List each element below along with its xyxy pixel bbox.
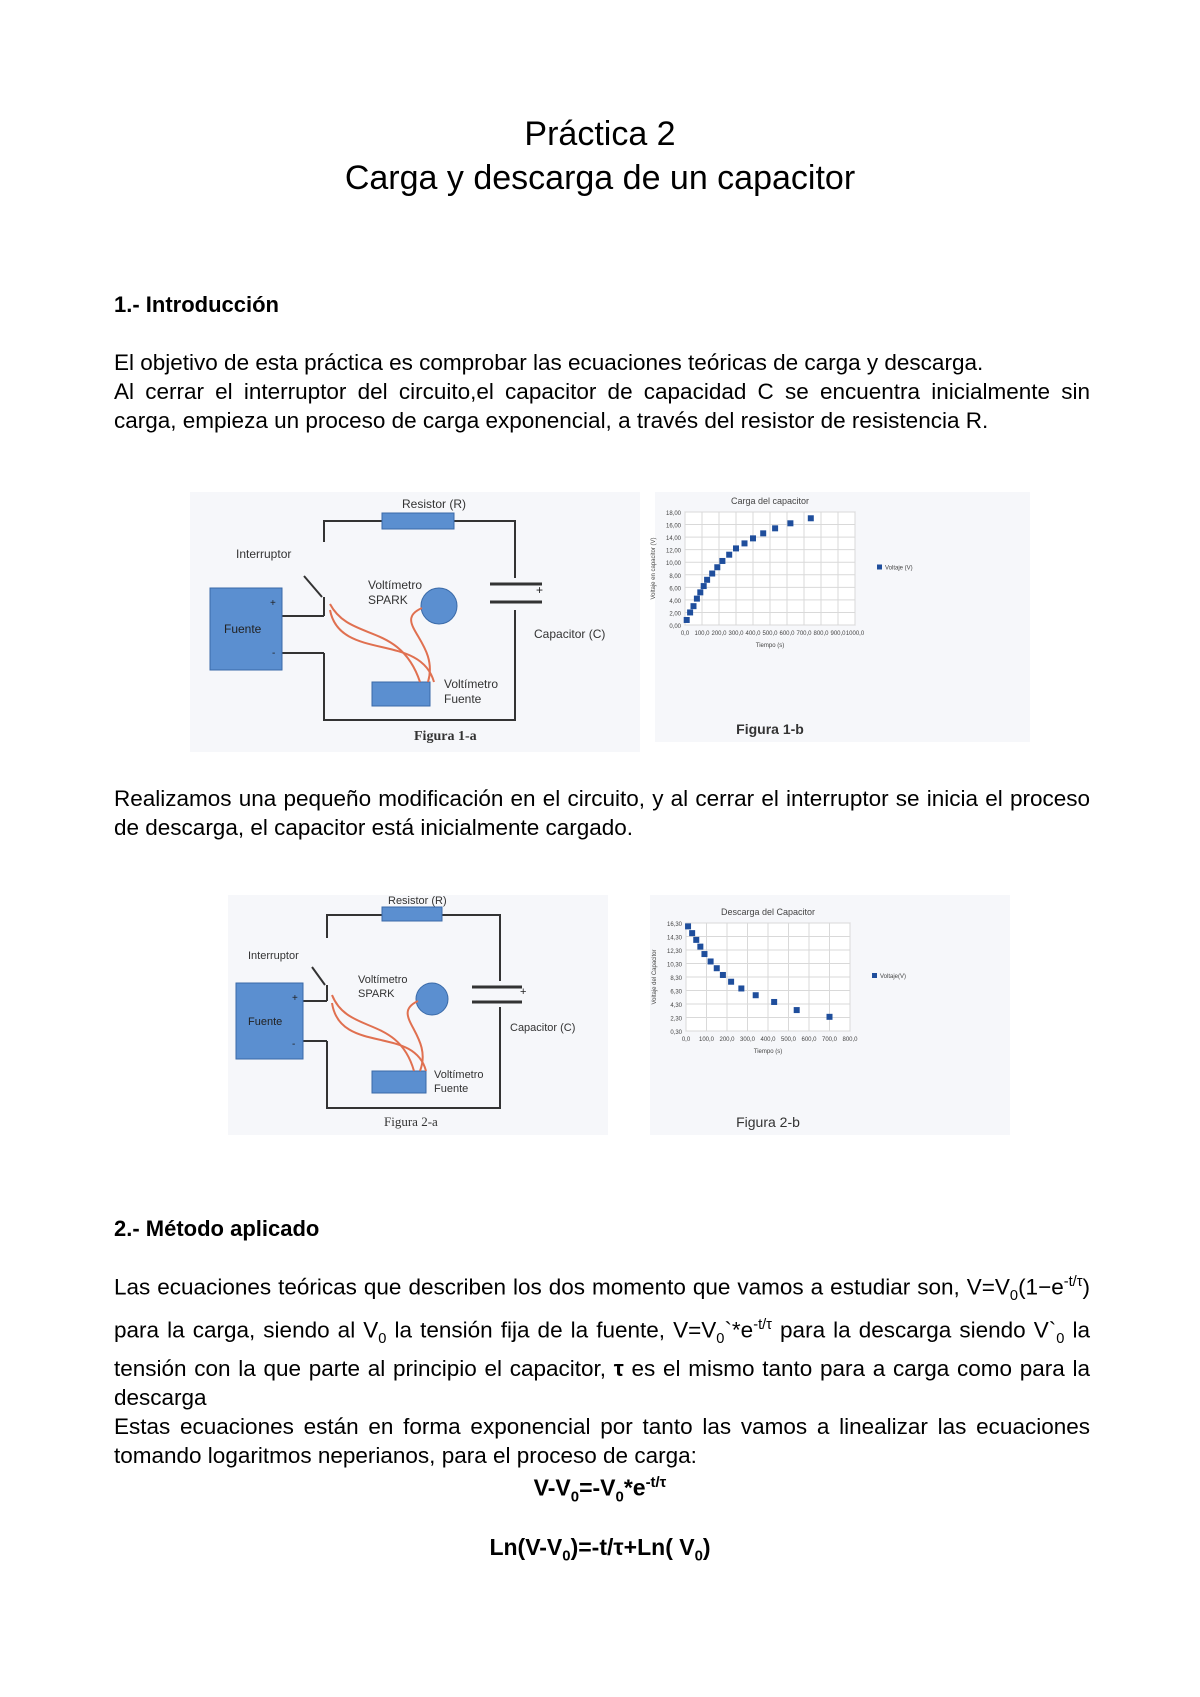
y-tick-label: 8,30 <box>670 976 682 982</box>
y-tick-label: 16,30 <box>666 922 682 928</box>
data-point <box>685 923 691 929</box>
y-tick-label: 8,00 <box>669 573 681 580</box>
data-point <box>719 558 725 564</box>
section-heading-method: 2.- Método aplicado <box>114 1216 320 1241</box>
capacitor-plus: + <box>536 583 544 597</box>
x-tick-label: 400,0 <box>760 1037 776 1043</box>
data-point <box>697 944 703 950</box>
y-tick-label: 4,30 <box>670 1003 682 1009</box>
y-tick-label: 12,00 <box>665 548 681 555</box>
data-point <box>694 596 700 602</box>
method-paragraph <box>114 1268 1090 1470</box>
resistor-label-2: Resistor (R) <box>388 895 447 907</box>
equation-2: $Ln(V-V_0)=-t/\tau+Ln$( $V_0$) <box>489 1534 711 1565</box>
data-point <box>689 930 695 936</box>
section-heading-intro: 1.- Introducción <box>114 292 279 317</box>
data-point <box>697 589 703 595</box>
intro-paragraph <box>114 348 1090 435</box>
y-tick-label: 16,00 <box>665 523 681 530</box>
data-point <box>714 564 720 570</box>
y-tick-label: 14,00 <box>665 536 681 543</box>
intro-text-2: Al cerrar el interruptor del circuito,el capacitor de capacidad C se encuentra inicialmente sin carga, empieza un proceso de carga exponencial, a través del resistor de resistencia R. <box>114 379 1090 433</box>
method-text-2: Estas ecuaciones están en forma exponencial por tanto las vamos a linealizar las ecuaciones tomando logaritmos neperianos, para el proceso de carga: <box>114 1414 1090 1468</box>
data-point <box>701 583 707 589</box>
chart-caption: Figura 1-b <box>736 721 804 737</box>
equation-1: $V-V_0=-V_0*e^{-t/\tau}$ <box>533 1474 667 1506</box>
data-point <box>772 525 778 531</box>
data-point <box>720 972 726 978</box>
x-tick-label: 1000,0 <box>845 631 865 637</box>
method-text-1: Las ecuaciones teóricas que describen los dos momento que vamos a estudiar son, $V=V_0(1-e^{-t/\tau})$ para la carga, siendo al $V_0$ la tensión fija de la fuente, $V=V_0`*e^{-t/\tau}$ para la descarga siendo $V`_0$ la tensión con la que parte al principio el capacitor, τ es el mismo tanto para a carga como para la descarga <box>114 1274 1090 1410</box>
modification-text: Realizamos una pequeño modificación en el circuito, y al cerrar el interruptor se inicia el proceso de descarga, el capacitor está inicialmente cargado. <box>114 786 1090 840</box>
x-tick-label: 300,0 <box>728 631 744 637</box>
chart-caption: Figura 2-b <box>736 1114 800 1130</box>
data-point <box>704 577 710 583</box>
x-tick-label: 0,0 <box>681 1037 691 1043</box>
x-tick-label: 700,0 <box>796 631 812 637</box>
figure-1a-caption: Figura 1-a <box>414 729 477 744</box>
legend-marker <box>872 973 877 978</box>
data-point <box>714 965 720 971</box>
data-point <box>750 535 756 541</box>
y-tick-label: 6,00 <box>669 586 681 593</box>
figure-2a-circuit <box>228 895 608 1135</box>
data-point <box>709 571 715 577</box>
capacitor-label: Capacitor (C) <box>534 627 606 641</box>
switch-label: Interruptor <box>236 547 292 561</box>
y-tick-label: 10,30 <box>666 962 682 969</box>
data-point <box>827 1014 833 1020</box>
x-tick-label: 0,0 <box>680 631 690 637</box>
y-tick-label: 18,00 <box>665 511 681 517</box>
tau-symbol: τ <box>613 1356 624 1381</box>
voltmeter-spark-label-2a: Voltímetro <box>358 974 408 986</box>
data-point <box>728 979 734 985</box>
x-tick-label: 600,0 <box>779 631 795 637</box>
x-tick-label: 400,0 <box>745 631 761 637</box>
source-plus-2: + <box>292 993 298 1004</box>
x-tick-label: 200,0 <box>719 1037 735 1043</box>
x-tick-label: 100,0 <box>698 1037 715 1043</box>
chart-title: Carga del capacitor <box>730 496 810 506</box>
data-point <box>733 545 739 551</box>
data-point <box>771 999 777 1005</box>
figure-1a-circuit <box>190 492 640 752</box>
data-point <box>808 515 814 521</box>
capacitor-plus-2: + <box>520 986 527 998</box>
data-point <box>693 937 699 943</box>
y-tick-label: 2,30 <box>670 1016 682 1023</box>
x-tick-label: 600,0 <box>801 1037 817 1043</box>
legend-label: Voltaje (V) <box>885 565 913 572</box>
data-point <box>787 520 793 526</box>
data-point <box>708 958 714 964</box>
x-axis-label: Tiempo (s) <box>755 643 785 649</box>
data-point <box>753 992 759 998</box>
x-tick-label: 500,0 <box>762 631 778 637</box>
data-point <box>687 609 693 615</box>
x-tick-label: 800,0 <box>842 1037 858 1043</box>
voltmeter-source-label-1: Voltímetro <box>444 677 499 691</box>
x-tick-label: 500,0 <box>780 1037 797 1043</box>
data-point <box>760 530 766 536</box>
voltmeter-source-label-2a: Voltímetro <box>434 1069 484 1081</box>
resistor-label: Resistor (R) <box>402 497 467 511</box>
y-axis-label: Voltaje en capacitor (V) <box>651 537 657 600</box>
y-tick-label: 6,30 <box>670 989 682 996</box>
figure-1b-chart <box>651 492 1030 742</box>
x-tick-label: 900,0 <box>830 631 846 637</box>
data-point <box>794 1007 800 1013</box>
voltmeter-spark-label-1: Voltímetro <box>368 578 423 592</box>
voltmeter-spark-label-2b: SPARK <box>358 988 395 1000</box>
y-tick-label: 12,30 <box>666 949 682 955</box>
y-tick-label: 0,30 <box>670 1030 682 1036</box>
switch-label-2: Interruptor <box>248 950 299 962</box>
x-tick-label: 700,0 <box>821 1037 838 1043</box>
y-tick-label: 2,00 <box>669 611 681 618</box>
data-point <box>701 951 707 957</box>
voltmeter-source-label-2b: Fuente <box>434 1083 469 1095</box>
x-tick-label: 200,0 <box>711 631 727 637</box>
source-minus-2: - <box>292 1039 296 1050</box>
x-tick-label: 800,0 <box>813 631 829 637</box>
legend-marker <box>877 565 882 570</box>
source-plus: + <box>270 598 276 609</box>
x-tick-label: 300,0 <box>739 1037 756 1043</box>
data-point <box>738 985 744 991</box>
x-tick-label: 100,0 <box>694 631 710 637</box>
y-tick-label: 14,30 <box>666 935 682 942</box>
capacitor-label-2: Capacitor (C) <box>510 1022 576 1034</box>
y-tick-label: 4,00 <box>669 598 681 605</box>
voltmeter-spark-label-2: SPARK <box>368 593 408 607</box>
data-point <box>684 617 690 623</box>
data-point <box>726 552 732 558</box>
legend-label: Voltaje(V) <box>880 974 907 980</box>
modification-paragraph <box>114 784 1090 842</box>
figure-2b-chart <box>650 895 1010 1135</box>
y-tick-label: 0,00 <box>669 624 681 630</box>
source-label-2: Fuente <box>248 1016 283 1028</box>
y-tick-label: 10,00 <box>665 561 681 568</box>
data-point <box>742 540 748 546</box>
source-label: Fuente <box>224 622 262 636</box>
doc-title: Práctica 2 <box>524 115 676 153</box>
source-minus: - <box>272 648 276 659</box>
chart-title: Descarga del Capacitor <box>720 907 816 917</box>
x-axis-label: Tiempo (s) <box>753 1049 783 1055</box>
data-point <box>691 603 697 609</box>
voltmeter-source-label-2: Fuente <box>444 692 482 706</box>
doc-subtitle: Carga y descarga de un capacitor <box>344 159 856 197</box>
intro-text-1: El objetivo de esta práctica es comprobar las ecuaciones teóricas de carga y descarga. <box>114 350 984 375</box>
y-axis-label: Voltaje del Capacitor <box>652 949 658 1005</box>
figure-2a-caption: Figura 2-a <box>384 1114 438 1129</box>
